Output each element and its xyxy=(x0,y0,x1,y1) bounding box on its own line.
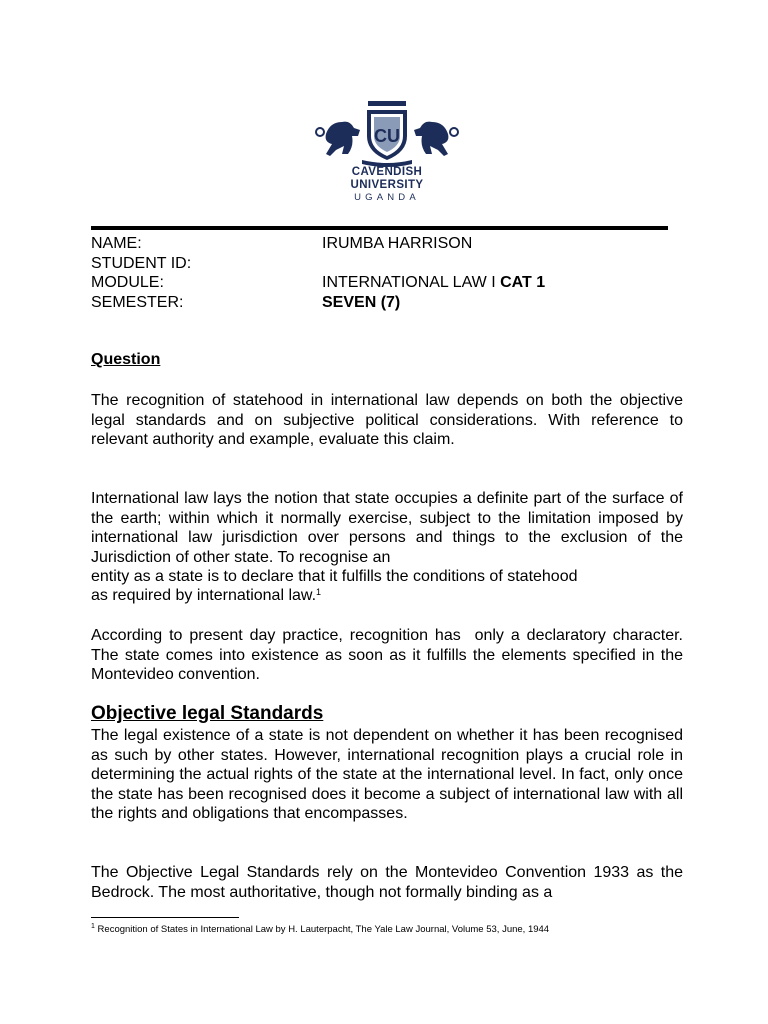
crest-letters: CU xyxy=(374,126,400,146)
module-name: INTERNATIONAL LAW I xyxy=(322,274,501,291)
question-text: The recognition of statehood in international law depends on both the objective legal standards and on subjective political considerations. With reference to relevant authority and example, evaluate this claim. xyxy=(91,392,683,448)
name-label: NAME: xyxy=(91,235,142,252)
semester-value: SEVEN (7) xyxy=(322,294,401,311)
footnote-reference[interactable]: 1 xyxy=(316,587,322,597)
paragraph-2: According to present day practice, recognition has only a declaratory character. The state comes into existence as soon as it fulfills the elements specified in the Montevideo convention. xyxy=(91,627,688,683)
paragraph-4: The Objective Legal Standards rely on the Montevideo Convention 1933 as the Bedrock. The most authoritative, though not formally binding as a xyxy=(91,864,683,901)
footnote-text: Recognition of States in International Law by H. Lauterpacht, The Yale Law Journal, Volume 53, June, 1944 xyxy=(94,924,550,936)
logo-line-cavendish: CAVENDISH xyxy=(351,166,423,178)
paragraph-1: International law lays the notion that state occupies a definite part of the surface of the earth; within which it normally exercise, subject to the limitation imposed by international law jurisdiction over persons and things to the exclusion of the Jurisdiction of other state. To recognise an xyxy=(91,490,683,566)
name-value: IRUMBA HARRISON xyxy=(322,235,473,252)
footnote-number: 1 xyxy=(91,923,95,930)
logo-line-university: UNIVERSITY xyxy=(350,179,424,191)
paragraph-1-line-6 xyxy=(91,586,683,606)
footnote-separator xyxy=(91,917,239,918)
header-divider xyxy=(91,226,668,230)
module-cat: CAT 1 xyxy=(500,274,546,291)
question-heading: Question xyxy=(91,351,161,368)
logo-line-uganda: UGANDA xyxy=(354,192,420,203)
student-id-label: STUDENT ID: xyxy=(91,255,192,272)
footnote xyxy=(91,923,549,935)
section-heading: Objective legal Standards xyxy=(91,703,324,724)
paragraph-3: The legal existence of a state is not dependent on whether it has been recognised as such by other states. However, international recognition plays a crucial role in determining the actual rights of the state at the international level. In fact, only once the state has been recognised does it become a subject of international law with all the rights and obligations that encompasses. xyxy=(91,727,683,822)
module-value xyxy=(322,273,545,293)
module-label: MODULE: xyxy=(91,274,164,291)
semester-label: SEMESTER: xyxy=(91,294,184,311)
paragraph-1-end: as required by international law. xyxy=(91,587,317,604)
paragraph-1-line-5: entity as a state is to declare that it fulfills the conditions of statehood xyxy=(91,568,578,585)
